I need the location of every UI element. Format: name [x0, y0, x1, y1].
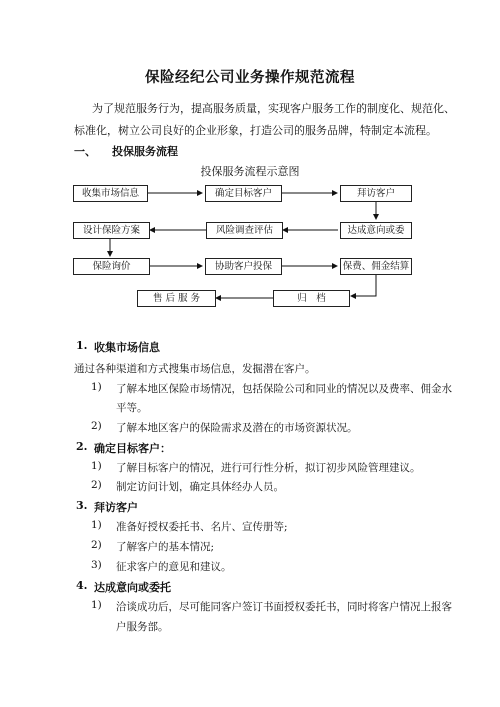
step-2-item-2-text: 制定访问计划，确定具体经办人员。 — [116, 481, 284, 493]
arrow-settle-to-archive — [351, 274, 376, 296]
box-archive: 归 档 — [273, 290, 350, 307]
step-3-item-1-text: 准备好授权委托书、名片、宣传册等; — [116, 521, 288, 533]
page-title: 保险经纪公司业务操作规范流程 — [145, 69, 355, 86]
step-1-item-2-text: 了解本地区客户的保险需求及潜在的市场资源状况。 — [116, 422, 358, 434]
box-after-sales: 售 后 服 务 — [137, 290, 216, 307]
step-3-item-2-number: 2) — [91, 539, 102, 551]
step-4-item-1-text: 洽谈成功后，尽可能同客户签订书面授权委托书，同时将客户情况上报客 — [116, 601, 452, 613]
step-3-item-3-text: 征求客户的意见和建议。 — [116, 561, 232, 573]
step-2-item-1-text: 了解目标客户的情况，进行可行性分析，拟订初步风险管理建议。 — [116, 462, 421, 474]
step-3-title: 拜访客户 — [94, 501, 138, 514]
intro-line-1: 为了规范服务行为，提高服务质量，实现客户服务工作的制度化、规范化、 — [92, 102, 455, 115]
box-design-plan: 设计保险方案 — [73, 222, 150, 239]
box-reach-intent: 达成意向或委 — [340, 222, 412, 239]
step-1-lead: 通过各种渠道和方式搜集市场信息，发掘潜在客户。 — [74, 363, 316, 375]
step-1-item-1-text: 了解本地区保险市场情况，包括保险公司和同业的情况以及费率、佣金水 — [116, 383, 452, 395]
step-1-title: 收集市场信息 — [94, 341, 160, 354]
step-3-item-1-number: 1) — [91, 519, 102, 531]
step-1-item-2-number: 2) — [91, 420, 102, 432]
step-4-item-1-number: 1) — [91, 599, 102, 611]
step-2-item-2-number: 2) — [91, 479, 102, 491]
box-confirm-target-client: 确定目标客户 — [205, 185, 282, 202]
step-1-item-1-number: 1) — [91, 381, 102, 393]
step-1-number: 1. — [76, 339, 88, 352]
step-2-number: 2. — [76, 440, 88, 453]
step-3-item-3-number: 3) — [91, 559, 102, 571]
step-3-number: 3. — [76, 499, 88, 512]
box-premium-settlement: 保费、佣金结算 — [340, 258, 412, 275]
step-1-item-1-cont: 平等。 — [116, 402, 148, 414]
box-risk-assessment: 风险调查评估 — [206, 222, 283, 239]
diagram-title: 投保服务流程示意图 — [200, 165, 300, 178]
intro-line-2: 标准化，树立公司良好的企业形象，打造公司的服务品牌，特制定本流程。 — [74, 124, 437, 137]
box-insurance-inquiry: 保险询价 — [73, 258, 150, 275]
step-2-title: 确定目标客户： — [94, 442, 171, 455]
step-2-item-1-number: 1) — [91, 460, 102, 472]
step-4-number: 4. — [76, 579, 88, 592]
step-4-item-1-cont: 户服务部。 — [116, 621, 169, 633]
step-3-item-2-text: 了解客户的基本情况; — [116, 541, 215, 553]
box-assist-insure: 协助客户投保 — [205, 258, 282, 275]
box-visit-client: 拜访客户 — [340, 185, 412, 202]
section-title: 投保服务流程 — [112, 145, 178, 158]
step-4-title: 达成意向或委托 — [94, 581, 171, 594]
box-collect-market-info: 收集市场信息 — [73, 185, 148, 202]
section-number: 一、 — [74, 145, 96, 158]
